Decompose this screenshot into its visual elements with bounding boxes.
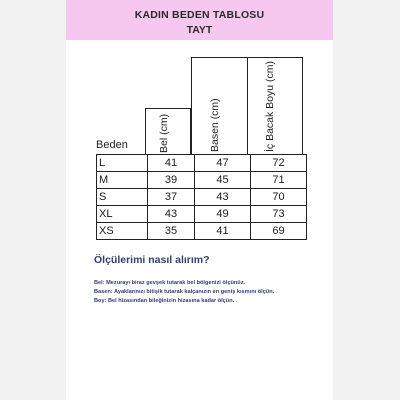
product-type: TAYT: [186, 24, 213, 36]
table-row: [97, 223, 307, 240]
title-banner: [66, 0, 333, 40]
basen-cell: 43: [195, 189, 251, 206]
size-cell: XS: [97, 223, 148, 240]
size-cell: L: [97, 155, 148, 172]
bel-cell: 41: [148, 155, 195, 172]
bel-cell: 39: [148, 172, 195, 189]
size-cell: M: [97, 172, 148, 189]
table-row: [97, 172, 307, 189]
column-header-bel: [145, 108, 191, 155]
size-column-header: Beden: [96, 139, 128, 151]
size-cell: S: [97, 189, 148, 206]
note-basen: Basen: Ayaklarınızı bitişik tutarak kalçanızın en geniş kısmını ölçün.: [94, 289, 275, 295]
basen-cell: 41: [195, 223, 251, 240]
ic-bacak-cell: 71: [251, 172, 307, 189]
table-row: [97, 206, 307, 223]
column-header-basen: [191, 57, 248, 155]
basen-cell: 45: [195, 172, 251, 189]
bel-cell: 37: [148, 189, 195, 206]
column-label-ic-bacak: İç Bacak Boyu (cm): [264, 60, 276, 152]
size-cell: XL: [97, 206, 148, 223]
ic-bacak-cell: 69: [251, 223, 307, 240]
ic-bacak-cell: 72: [251, 155, 307, 172]
note-boy: Boy: Bel hizasından bileğinizin hizasına kadar ölçün.: [94, 298, 235, 304]
bel-cell: 35: [148, 223, 195, 240]
table-row: [97, 189, 307, 206]
note-bel: Bel: Mezurayı biraz gevşek tutarak bel bölgenizi ölçünüz.: [94, 280, 246, 286]
size-table: [96, 154, 307, 240]
chart-title: KADIN BEDEN TABLOSU: [134, 9, 265, 21]
basen-cell: 47: [195, 155, 251, 172]
measure-question: Ölçülerimi nasıl alırım?: [94, 254, 210, 266]
ic-bacak-cell: 70: [251, 189, 307, 206]
column-header-ic-bacak: [247, 57, 303, 155]
ic-bacak-cell: 73: [251, 206, 307, 223]
bel-cell: 43: [148, 206, 195, 223]
column-label-basen: Basen (cm): [209, 98, 221, 152]
table-row: [97, 155, 307, 172]
column-label-bel: Bel (cm): [158, 113, 170, 153]
basen-cell: 49: [195, 206, 251, 223]
